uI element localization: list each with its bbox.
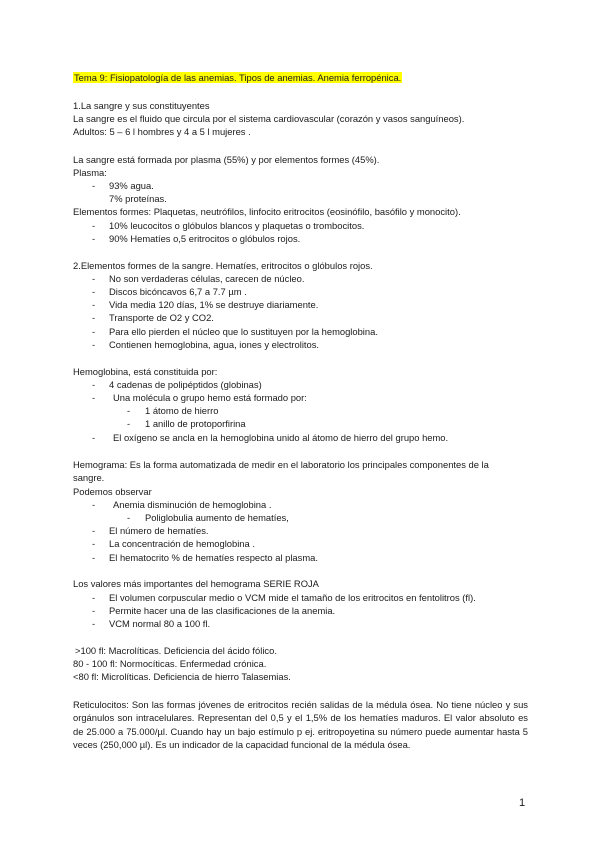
paragraph-line: Podemos observar — [73, 486, 152, 497]
list-item: Poliglobulia aumento de hematíes, — [145, 512, 289, 523]
list-item: 93% agua. — [109, 180, 154, 191]
list-bullet: - — [92, 299, 96, 310]
list-item: No son verdaderas células, carecen de núcleo. — [109, 273, 305, 284]
values-heading: Los valores más importantes del hemograma SERIE ROJA — [73, 578, 319, 589]
list-item: Anemia disminución de hemoglobina . — [113, 499, 272, 510]
list-bullet: - — [92, 233, 96, 244]
list-bullet: - — [92, 379, 96, 390]
list-bullet: - — [92, 592, 96, 603]
list-bullet: - — [92, 538, 96, 549]
title-highlight: Tema 9: Fisiopatología de las anemias. Tipos de anemias. Anemia ferropénica. — [74, 72, 402, 83]
paragraph-line: Hemograma: Es la forma automatizada de medir en el laboratorio los principales componentes de la — [73, 459, 489, 470]
vcm-line: <80 fl: Microlíticas. Deficiencia de hierro Talasemias. — [73, 671, 291, 682]
list-item: 1 anillo de protoporfirina — [145, 418, 246, 429]
list-bullet: - — [92, 273, 96, 284]
list-bullet: - — [92, 525, 96, 536]
list-item: 1 átomo de hierro — [145, 405, 219, 416]
list-bullet: - — [92, 286, 96, 297]
vcm-line: >100 fl: Macrolíticas. Deficiencia del ácido fólico. — [75, 645, 277, 656]
list-item: 10% leucocitos o glóbulos blancos y plaquetas o trombocitos. — [109, 220, 365, 231]
vcm-line: 80 - 100 fl: Normocíticas. Enfermedad crónica. — [73, 658, 267, 669]
list-item: Una molécula o grupo hemo está formado por: — [113, 392, 307, 403]
list-item: 4 cadenas de polipéptidos (globinas) — [109, 379, 262, 390]
paragraph-line: sangre. — [73, 472, 105, 483]
list-item: Para ello pierden el núcleo que lo sustituyen por la hemoglobina. — [109, 326, 378, 337]
plasma-label: Plasma: — [73, 167, 107, 178]
section-2-heading: 2.Elementos formes de la sangre. Hematíes, eritrocitos o glóbulos rojos. — [73, 260, 373, 271]
list-bullet: - — [92, 180, 96, 191]
list-item: El oxígeno se ancla en la hemoglobina unido al átomo de hierro del grupo hemo. — [113, 432, 449, 443]
list-item: La concentración de hemoglobina . — [109, 538, 255, 549]
paragraph-line: Elementos formes: Plaquetas, neutrófilos, linfocito eritrocitos (eosinófilo, basófilo y monocito). — [73, 206, 461, 217]
list-item: El volumen corpuscular medio o VCM mide el tamaño de los eritrocitos en fentolitros (fl). — [109, 592, 476, 603]
paragraph-line: La sangre es el fluido que circula por el sistema cardiovascular (corazón y vasos sanguíneos). — [73, 113, 465, 124]
page-number: 1 — [519, 797, 526, 809]
list-bullet: - — [127, 405, 131, 416]
list-bullet: - — [92, 432, 96, 443]
list-bullet: - — [92, 312, 96, 323]
hemoglobin-heading: Hemoglobina, está constituida por: — [73, 366, 218, 377]
list-item: 90% Hematíes o,5 eritrocitos o glóbulos rojos. — [109, 233, 301, 244]
list-bullet: - — [92, 326, 96, 337]
list-item: El hematocrito % de hematíes respecto al plasma. — [109, 552, 318, 563]
list-item: Vida media 120 días, 1% se destruye diariamente. — [109, 299, 319, 310]
list-bullet: - — [92, 605, 96, 616]
list-bullet: - — [92, 618, 96, 629]
list-bullet: - — [127, 512, 131, 523]
paragraph-line: Adultos: 5 – 6 l hombres y 4 a 5 l mujeres . — [73, 126, 251, 137]
list-bullet: - — [92, 339, 96, 350]
list-item: Contienen hemoglobina, agua, iones y electrolitos. — [109, 339, 320, 350]
list-item: Permite hacer una de las clasificaciones de la anemia. — [109, 605, 336, 616]
list-bullet: - — [127, 418, 131, 429]
list-item: El número de hematíes. — [109, 525, 209, 536]
paragraph-line: La sangre está formada por plasma (55%) y por elementos formes (45%). — [73, 154, 380, 165]
list-item: Transporte de O2 y CO2. — [109, 312, 214, 323]
section-1-heading: 1.La sangre y sus constituyentes — [73, 100, 210, 111]
list-bullet: - — [92, 499, 96, 510]
list-bullet: - — [92, 552, 96, 563]
list-item: Discos bicóncavos 6,7 a 7.7 µm . — [109, 286, 247, 297]
list-item: 7% proteínas. — [109, 193, 167, 204]
list-item: VCM normal 80 a 100 fl. — [109, 618, 211, 629]
reticulocytes-paragraph: Reticulocitos: Son las formas jóvenes de eritrocitos recién salidas de la médula ósea. No tiene núcleo y sus orgánulos son intracelulares. Representan del 0,5 y el 1,5% de los hematíes maduros. El valor absoluto es de 25.000 a 75.000/µl. Cuando hay un bajo estímulo p ej. eritropoyetina su número puede aumentar hasta 5 veces (250,000 µl). Es un indicador de la capacidad funcional de la médula ósea. — [73, 699, 528, 750]
document-title — [73, 72, 402, 84]
list-bullet: - — [92, 220, 96, 231]
list-bullet: - — [92, 392, 96, 403]
